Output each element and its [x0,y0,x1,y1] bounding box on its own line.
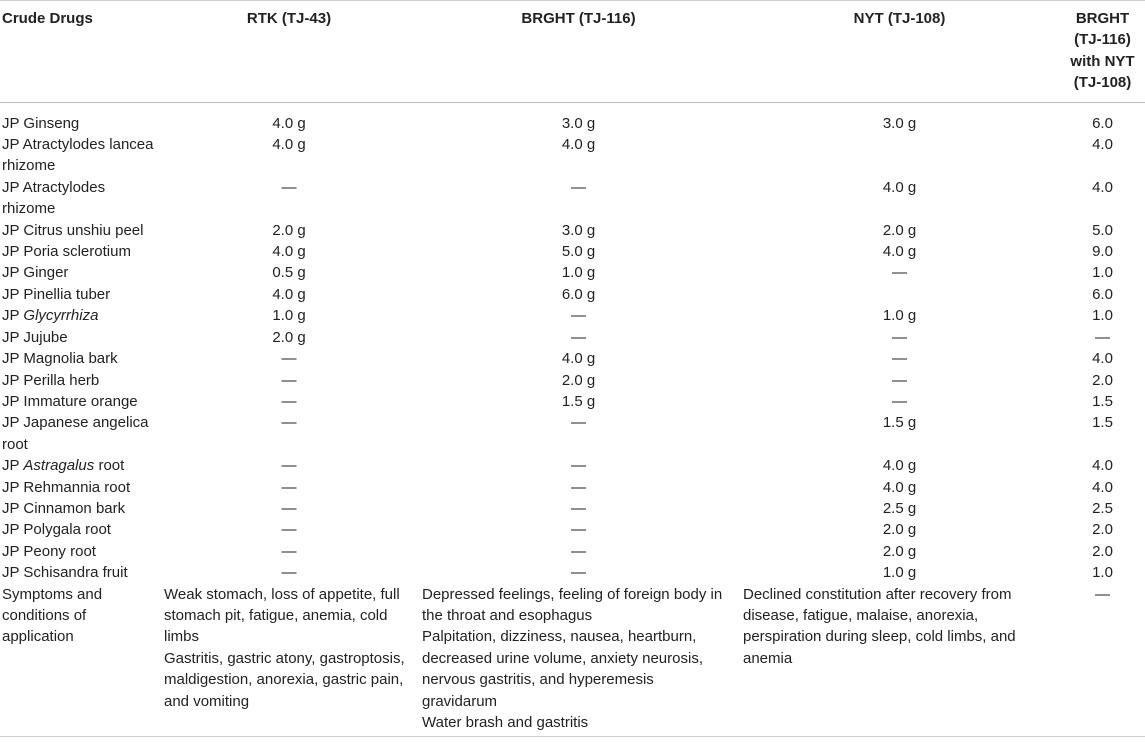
dose-rtk: — [281,414,297,432]
drug-name-part: Glycyrrhiza [23,307,99,325]
drug-name-part: JP Atractylodes lancea rhizome [2,136,154,175]
dose-combo: 9.0 [1092,243,1113,261]
dose-combo: 1.5 [1092,414,1113,432]
dose-nyt [739,134,1060,177]
dose-rtk: 1.0 g [272,307,306,325]
table-row [0,177,1145,220]
drug-name [0,134,160,177]
symptoms-brght [418,584,739,737]
drug-name-part: JP Schisandra fruit [2,564,128,582]
dose-rtk: 4.0 g [272,285,306,303]
dose-nyt: 4.0 g [882,178,917,196]
symptoms-rtk-line: Weak stomach, loss of appetite, full stomach pit, fatigue, anemia, cold limbs [164,585,400,646]
dose-brght: — [571,499,586,517]
drug-name [0,102,160,134]
drug-name [0,391,160,412]
drug-name-part: JP Perilla herb [2,371,100,389]
dose-brght: 5.0 g [561,243,596,261]
table-row [0,370,1145,391]
table-row [0,477,1145,498]
drug-name [0,305,160,326]
table-row [0,262,1145,283]
dose-combo: 6.0 [1092,285,1113,303]
table-row [0,348,1145,369]
table-row [0,305,1145,326]
dose-nyt: 4.0 g [882,457,917,475]
dose-nyt: — [892,392,907,410]
drug-name [0,477,160,498]
dose-nyt: 2.0 g [882,221,917,239]
dose-nyt: — [892,264,907,282]
table-body [0,102,1145,737]
symptoms-brght-line: Depressed feelings, feeling of foreign body in the throat and esophagus [422,585,723,624]
drug-name [0,348,160,369]
dose-brght: — [571,328,586,346]
drug-name-part: JP Rehmannia root [2,478,131,496]
dose-nyt: 1.0 g [882,307,917,325]
drug-name-part: JP Japanese angelica root [2,414,149,453]
dose-nyt: 2.0 g [882,542,917,560]
header-brght: BRGHT (TJ-116) [418,1,739,103]
drug-name-part: JP Citrus unshiu peel [2,221,144,239]
dose-rtk: — [281,392,297,410]
dose-combo: 1.0 [1092,264,1113,282]
drug-name-part: JP Ginger [2,264,69,282]
drug-name-part: JP Peony root [2,542,96,560]
dose-combo: 2.5 [1092,499,1113,517]
drug-name [0,455,160,476]
symptoms-rtk-line: Gastritis, gastric atony, gastroptosis, maldigestion, anorexia, gastric pain, and vomiting [164,649,405,710]
drug-name [0,241,160,262]
symptoms-label: Symptoms and conditions of application [0,584,160,737]
dose-nyt: — [892,350,907,368]
drug-name [0,370,160,391]
dose-brght: 3.0 g [561,114,596,132]
dose-combo: 5.0 [1092,221,1113,239]
dose-brght: — [571,478,586,496]
table-row [0,220,1145,241]
dose-combo: 4.0 [1092,136,1113,154]
dose-rtk: 2.0 g [272,328,306,346]
dose-brght: — [571,521,586,539]
table-row [0,241,1145,262]
dose-rtk: 4.0 g [272,243,306,261]
symptoms-rtk [160,584,418,737]
dose-nyt: 3.0 g [882,114,917,132]
dose-brght: 6.0 g [561,285,596,303]
table-row [0,519,1145,540]
dose-combo: 4.0 [1092,478,1113,496]
table-row [0,284,1145,305]
dose-brght: — [571,564,586,582]
drug-name-part: JP Cinnamon bark [2,499,126,517]
table-row [0,391,1145,412]
table-row [0,327,1145,348]
dose-combo: 4.0 [1092,178,1113,196]
drug-name-part: JP Jujube [2,328,68,346]
drug-name [0,284,160,305]
drug-name [0,498,160,519]
dose-brght: 1.5 g [561,392,596,410]
dose-rtk: 2.0 g [272,221,306,239]
table-row [0,498,1145,519]
drug-name [0,412,160,455]
dose-brght: 2.0 g [561,371,596,389]
symptoms-row [0,584,1145,737]
table-row [0,562,1145,583]
drug-name [0,519,160,540]
drug-name-part: JP Pinellia tuber [2,285,111,303]
dose-brght: — [571,457,586,475]
dose-nyt [739,284,1060,305]
drug-name-part: JP Polygala root [2,521,111,539]
drug-name [0,541,160,562]
dose-brght: 1.0 g [561,264,596,282]
dose-brght: 3.0 g [561,221,596,239]
drug-name [0,177,160,220]
dose-nyt: 2.0 g [882,521,917,539]
drug-name-part: JP Atractylodes rhizome [2,178,106,218]
dose-rtk: — [281,178,297,196]
dose-combo: 1.0 [1092,307,1113,325]
drug-name-part: JP Poria sclerotium [2,243,131,261]
table-row [0,102,1145,134]
table-row [0,134,1145,177]
symptoms-combo: — [1060,584,1145,737]
header-row [0,1,1145,103]
dose-nyt: — [892,328,907,346]
dose-rtk: 4.0 g [272,114,306,132]
drug-name-part: JP Ginseng [2,114,80,132]
header-nyt: NYT (TJ-108) [739,1,1060,103]
drug-name-part: Astragalus [23,457,95,475]
table-row [0,455,1145,476]
dose-rtk: — [281,521,297,539]
dose-combo: 4.0 [1092,350,1113,368]
dose-brght: — [571,414,586,432]
dose-nyt: 4.0 g [882,478,917,496]
dose-rtk: — [281,542,297,560]
dose-rtk: — [281,457,297,475]
dose-rtk: — [281,499,297,517]
drug-name [0,262,160,283]
dose-combo: 2.0 [1092,521,1113,539]
drug-name-part: JP [2,307,24,325]
dose-brght: — [571,542,586,560]
header-rtk: RTK (TJ-43) [160,1,418,103]
drug-name-part: JP [2,457,24,475]
symptoms-brght-line: Palpitation, dizziness, nausea, heartburn, decreased urine volume, anxiety neurosis, nervous gastritis, and hyperemesis gravidarum [422,628,703,710]
drug-name [0,327,160,348]
dose-combo: 2.0 [1092,542,1113,560]
dose-rtk: — [281,350,297,368]
drug-name-part: JP Magnolia bark [2,350,118,368]
dose-rtk: 0.5 g [272,264,306,282]
dose-nyt: 2.5 g [882,499,917,517]
drug-name-part: root [94,457,125,475]
dose-brght: — [571,178,586,196]
table-row [0,412,1145,455]
dose-rtk: 4.0 g [272,136,306,154]
header-crude-drugs: Crude Drugs [0,1,160,103]
dose-combo: 4.0 [1092,457,1113,475]
table-row [0,541,1145,562]
dose-brght: 4.0 g [561,350,596,368]
dose-rtk: — [281,564,297,582]
dose-combo: 1.5 [1092,392,1113,410]
dose-nyt: — [892,371,907,389]
dose-combo: 1.0 [1092,564,1113,582]
dose-rtk: — [281,371,297,389]
dose-brght: — [571,307,586,325]
dose-nyt: 1.5 g [882,414,917,432]
drug-name-part: JP Immature orange [2,392,138,410]
dose-nyt: 1.0 g [882,564,917,582]
drug-name [0,562,160,583]
dose-brght: 4.0 g [561,136,596,154]
drug-name [0,220,160,241]
dose-rtk: — [281,478,297,496]
symptoms-nyt [739,584,1060,737]
dose-nyt: 4.0 g [882,243,917,261]
header-combo: BRGHT (TJ-116) with NYT (TJ-108) [1060,1,1145,103]
symptoms-brght-line: Water brash and gastritis [422,714,589,731]
dose-combo: — [1095,328,1110,346]
dose-combo: 2.0 [1092,371,1113,389]
dose-combo: 6.0 [1092,114,1113,132]
symptoms-nyt-line: Declined constitution after recovery from disease, fatigue, malaise, anorexia, perspiration during sleep, cold limbs, and anemia [743,585,1016,667]
